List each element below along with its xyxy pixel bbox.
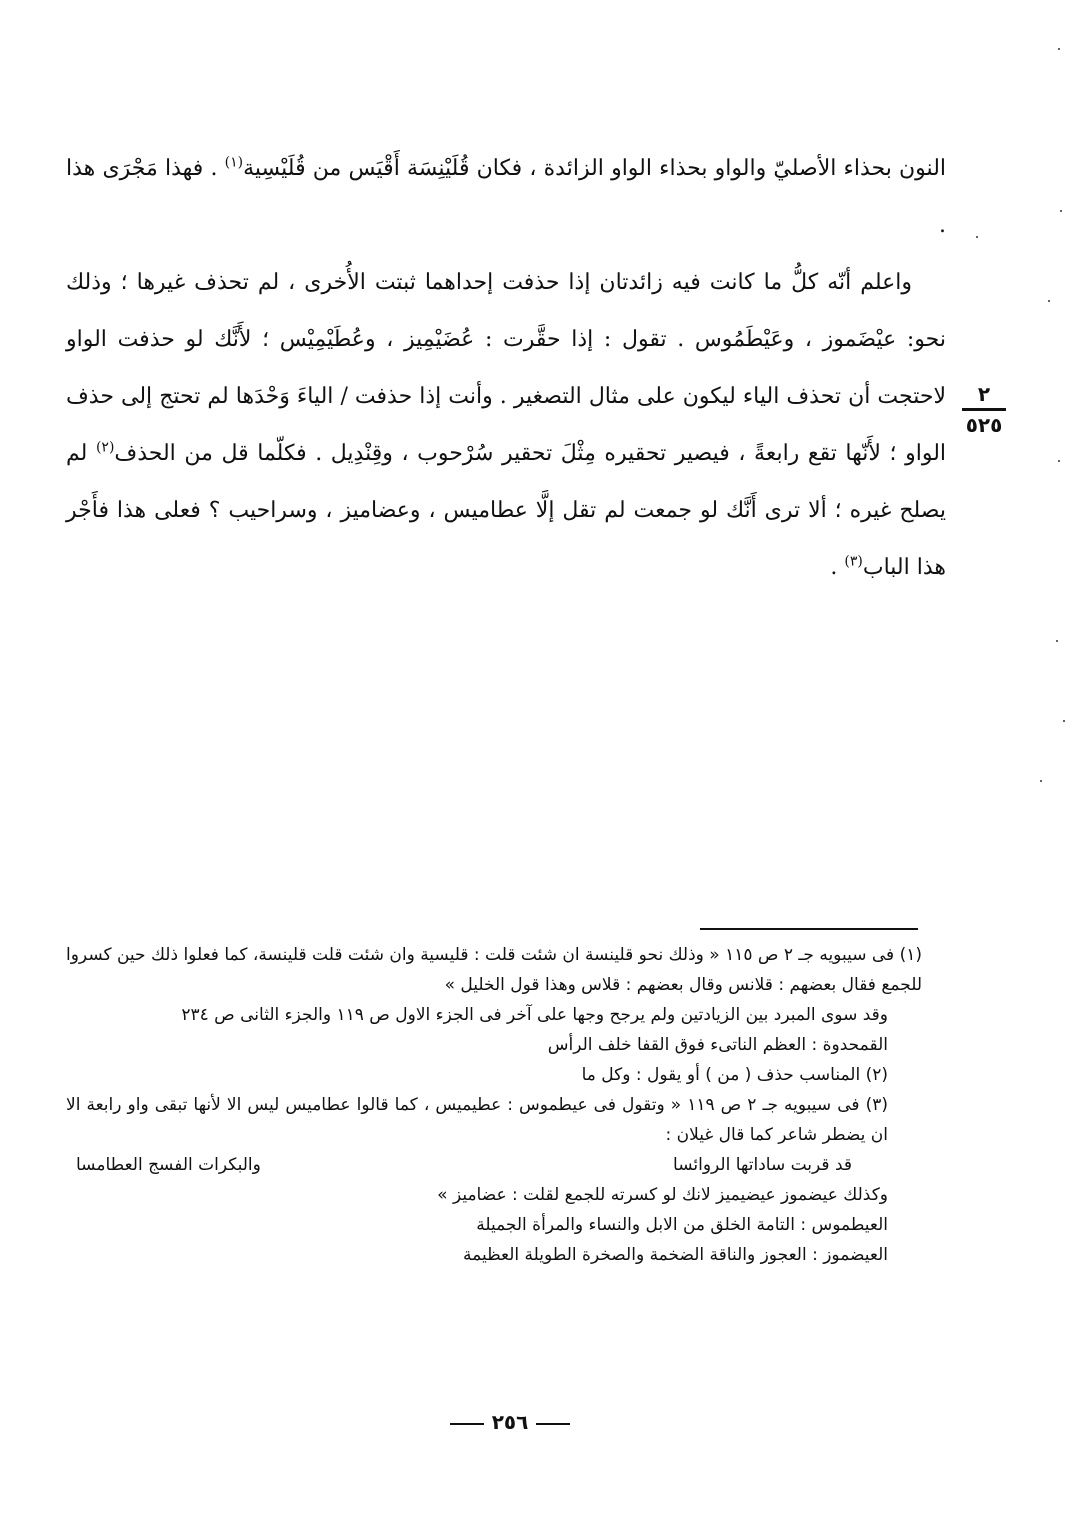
- footnote-ref-2: (٢): [95, 439, 115, 456]
- paragraph-1: [66, 140, 946, 254]
- footnotes-section: [66, 940, 922, 1270]
- scan-speck: [976, 236, 978, 238]
- footnote-2: (٢) المناسب حذف ( من ) أو يقول : وكل ما: [581, 1065, 888, 1085]
- scan-speck: [1063, 720, 1065, 722]
- paragraph-2: [66, 254, 946, 596]
- footnote-ref-3: (٣): [844, 553, 863, 570]
- page-number-dash-right: [536, 1423, 570, 1425]
- scan-speck: [1056, 640, 1058, 642]
- margin-volume-number: ٢: [977, 382, 991, 406]
- page-number-footer: [400, 1410, 620, 1434]
- footnote-1-gloss: القمحدوة : العظم الناتىء فوق القفا خلف الرأس: [547, 1035, 888, 1055]
- paragraph-2-end: .: [830, 555, 838, 580]
- margin-page-reference: [944, 380, 1024, 439]
- footnote-ref-1: (١): [224, 154, 244, 171]
- scan-speck: [1058, 460, 1060, 462]
- footnote-separator: [700, 928, 918, 930]
- scan-speck: [1048, 300, 1050, 302]
- verse-second-hemistich: والبكرات الفسج العطامسا: [76, 1155, 261, 1175]
- scan-speck: [1060, 210, 1062, 212]
- page-number: ٢٥٦: [491, 1410, 529, 1434]
- verse-first-hemistich: قد قربت ساداتها الروائسا: [673, 1155, 852, 1175]
- footnote-3-gloss-2: العيضموز : العجوز والناقة الضخمة والصخرة الطويلة العظيمة: [463, 1245, 888, 1265]
- footnote-1-commentary: وقد سوى المبرد بين الزيادتين ولم يرجح وجها على آخر فى الجزء الاول ص ١١٩ والجزء الثانى ص ٢٣٤: [181, 1005, 888, 1025]
- scan-speck: [1040, 780, 1042, 782]
- main-text-body: [66, 140, 946, 596]
- paragraph-1-end: . فهذا مَجْرَى هذا .: [66, 156, 946, 238]
- margin-page-number: ٥٢٥: [965, 413, 1003, 437]
- poetry-verse: [66, 1150, 922, 1180]
- footnote-1: (١) فى سيبويه جـ ٢ ص ١١٥ « وذلك نحو قلينسة ان شئت قلت : قليسية وان شئت قلت قلينسة، كما فعلوا ذلك حين كسروا للجمع فقال بعضهم : قلانس وقال بعضهم : قلاس وهذا قول الخليل »: [66, 945, 922, 995]
- paragraph-1-text: النون بحذاء الأصليّ والواو بحذاء الواو الزائدة ، فكان قُلَيْنِسَة أَقْيَس من قُلَيْسِية: [243, 156, 947, 181]
- footnote-3-continuation: وكذلك عيضموز عيضيميز لانك لو كسرته للجمع لقلت : عضاميز »: [437, 1185, 888, 1205]
- footnote-3: (٣) فى سيبويه جـ ٢ ص ١١٩ « وتقول فى عيطموس : عطيميس ، كما قالوا عطاميس ليس الا لأنها تبقى واو رابعة الا ان يضطر شاعر كما قال غيلان :: [66, 1095, 888, 1145]
- page-number-dash-left: [450, 1423, 484, 1425]
- scan-speck: [1058, 48, 1060, 50]
- paragraph-2-text-b: لم يصلح غيره ؛ ألا ترى أَنَّك لو جمعت لم تقل إلَّا عطاميس ، وعضاميز ، وسراحيب ؟ فعلى هذا فأَجْر هذا الباب: [66, 441, 946, 580]
- footnote-3-gloss-1: العيطموس : التامة الخلق من الابل والنساء والمرأة الجميلة: [476, 1215, 888, 1235]
- paragraph-2-text-a: واعلم أنّه كلُّ ما كانت فيه زائدتان إذا حذفت إحداهما ثبتت الأُخرى ، لم تحذف غيرها ؛ وذلك نحو: عيْضَموز ، وعَيْطَمُوس . تقول : إذا حقَّرت : عُضَيْمِيز ، وعُطَيْمِيْس ؛ لأَنَّك لو حذفت الواو لاحتجت أن تحذف الياء ليكون على مثال التصغير . وأنت إذا حذفت / الياءَ وَحْدَها لم تحتج إلى حذف الواو ؛ لأَنّها تقع رابعةً ، فيصير تحقيره مِثْلَ تحقير سُرْحوب ، وقِنْدِيل . فكلّما قل من الحذف: [66, 270, 947, 466]
